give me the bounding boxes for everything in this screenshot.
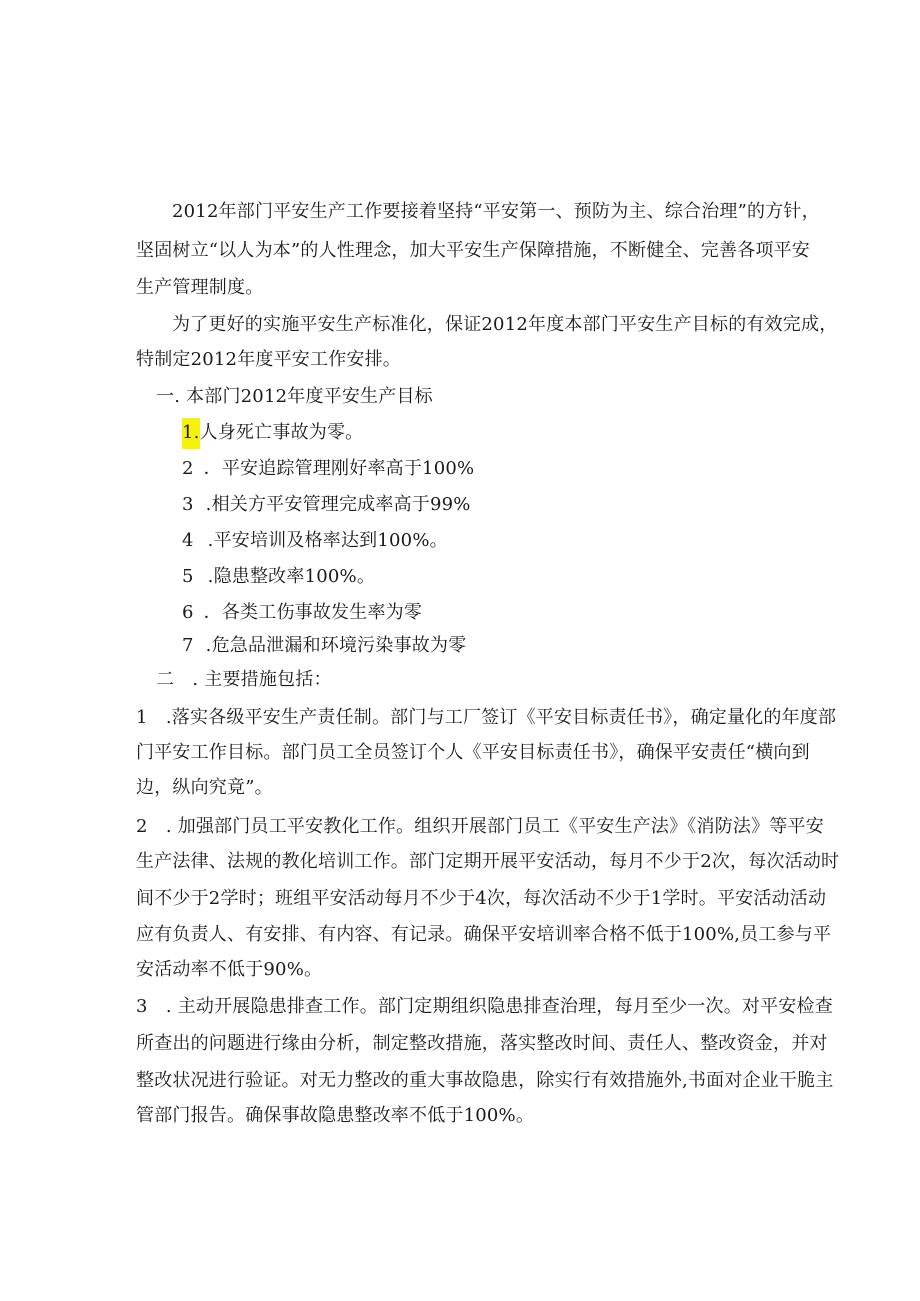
section1-heading: 一. 本部门2012年度平安生产目标 [156,386,433,407]
goal-text: ．各类工伤事故发生率为零 [203,602,423,623]
goal-item-7 [182,635,466,657]
measure1-line-2: 门平安工作目标。部门员工全员签订个人《平安目标责任书》，确保平安责任“横向到 [136,742,810,763]
goal-text: .相关方平安管理完成率高于99% [205,494,471,515]
goal-text: .隐患整改率100%。 [207,566,376,587]
measure3-line-2: 所查出的问题进行缘由分析，制定整改措施，落实整改时间、责任人、整改资金，并对 [136,1033,828,1054]
measure1-line-3: 边，纵向究竟”。 [136,777,273,798]
goal-item-6 [182,602,422,624]
goal-number: 6 [182,602,194,623]
goal-text: .平安培训及格率达到100%。 [207,530,448,551]
measure3-line-1: 3 . 主动开展隐患排查工作。部门定期组织隐患排查治理，每月至少一次。对平安检查 [136,996,833,1017]
goal-item-5 [182,566,375,588]
measure2-line-5: 安活动率不低于90%。 [136,959,323,980]
goal-number: 4 [182,530,194,551]
measure1-line-1: 1 .落实各级平安生产责任制。部门与工厂签订《平安目标责任书》，确定量化的年度部 [136,707,837,728]
goal-item-2 [182,458,474,480]
intro-p1-line-3: 生产管理制度。 [136,277,264,298]
intro-p2-line-2: 特制定2012年度平安工作安排。 [136,349,402,370]
measure2-line-3: 间不少于2学时；班组平安活动每月不少于4次，每次活动不少于1学时。平安活动活动 [136,888,827,909]
goal-text: ．平安追踪管理刚好率高于100% [203,458,475,479]
goal-number: 2 [182,458,194,479]
goal-number-highlight: 1. [182,418,200,449]
goal-number: 7 [182,635,194,656]
measure2-line-2: 生产法律、法规的教化培训工作。部门定期开展平安活动，每月不少于2次，每次活动时 [136,851,840,872]
goal-item-1 [182,422,363,444]
intro-p2-line-1: 为了更好的实施平安生产标准化，保证2012年度本部门平安生产目标的有效完成， [172,314,838,335]
intro-p1-line-1: 2012年部门平安生产工作要接着坚持“平安第一、预防为主、综合治理”的方针， [172,201,820,222]
section2-heading: 二 . 主要措施包括： [156,669,332,690]
goal-item-3 [182,494,471,516]
goal-text: .危急品泄漏和环境污染事故为零 [205,635,467,656]
goal-number: 3 [182,494,194,515]
goal-number: 5 [182,566,194,587]
measure2-line-4: 应有负责人、有安排、有内容、有记录。确保平安培训率合格不低于100%,员工参与平 [136,924,832,945]
measure3-line-4: 管部门报告。确保事故隐患整改率不低于100%。 [136,1105,535,1126]
intro-p1-line-2: 坚固树立“以人为本”的人性理念，加大平安生产保障措施，不断健全、完善各项平安 [136,240,811,261]
measure2-line-1: 2 . 加强部门员工平安教化工作。组织开展部门员工《平安生产法》《消防法》等平安 [136,816,824,837]
goal-text: 人身死亡事故为零。 [199,422,364,443]
measure3-line-3: 整改状况进行验证。对无力整改的重大事故隐患，除实行有效措施外,书面对企业干脆主 [136,1070,834,1091]
goal-item-4 [182,530,448,552]
